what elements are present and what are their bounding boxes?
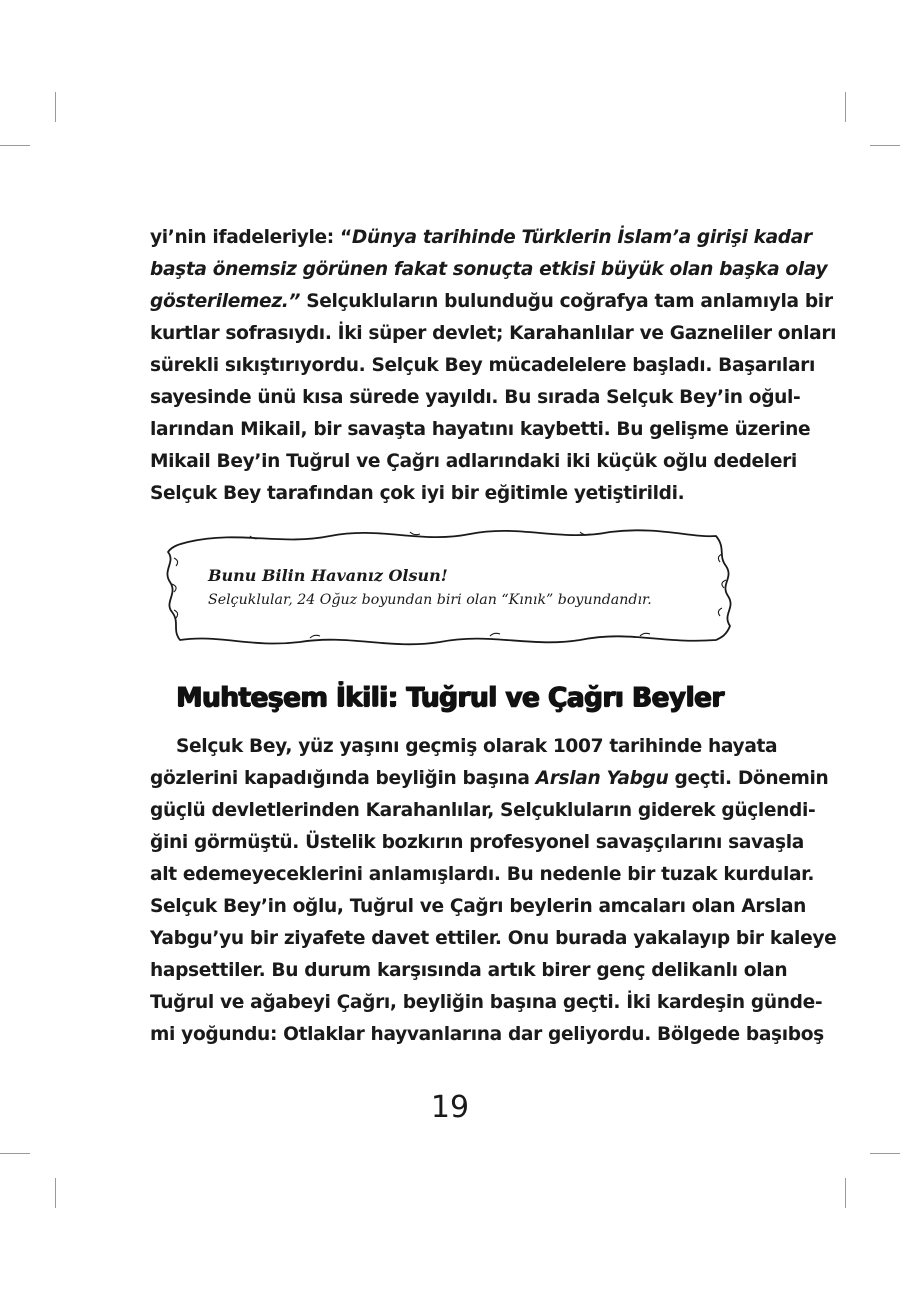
text-line (150, 318, 837, 350)
body-paragraph-top (150, 222, 837, 510)
text-run: Selçuk Bey, yüz yaşını geçmiş olarak 1007 tarihinde hayata (176, 736, 778, 757)
text-run: geçti. Dönemin (668, 768, 829, 789)
callout-title: Bunu Bilin Havanız Olsun! (208, 566, 448, 585)
text-run: gözlerini kapadığında beyliğin başına (150, 768, 536, 789)
crop-mark-bottom-right-vertical (845, 1178, 846, 1208)
callout-text: Selçuklular, 24 Oğuz boyundan biri olan “Kınık” boyundandır. (208, 592, 652, 608)
crop-mark-bottom-right-horizontal (870, 1153, 900, 1154)
text-line (150, 891, 807, 923)
text-run: ğini görmüştü. Üstelik bozkırın profesyonel savaşçılarını savaşla (150, 832, 804, 853)
text-line (150, 987, 823, 1019)
italic-text: Arslan Yabgu (535, 768, 669, 789)
text-line (150, 382, 801, 414)
text-run: Selçuk Bey tarafından çok iyi bir eğitimle yetiştirildi. (150, 483, 685, 504)
text-run: Tuğrul ve ağabeyi Çağrı, beyliğin başına geçti. İki kardeşin günde- (150, 992, 823, 1013)
body-paragraph-bottom (150, 731, 837, 1051)
text-line (150, 1019, 824, 1051)
text-run: kurtlar sofrasıydı. İki süper devlet; Karahanlılar ve Gazneliler onları (150, 323, 837, 344)
text-line (150, 859, 815, 891)
italic-text: Dünya tarihinde Türklerin İslam’a girişi kadar (351, 227, 812, 248)
italic-text: gösterilemez.” (150, 291, 301, 312)
text-run: güçlü devletlerinden Karahanlılar, Selçukluların giderek güçlendi- (150, 800, 816, 821)
text-run: yi’nin ifadeleriyle: “ (150, 227, 352, 248)
crop-mark-top-right-vertical (845, 92, 846, 122)
text-line (150, 350, 816, 382)
text-run: Selçukluların bulunduğu coğrafya tam anlamıyla bir (300, 291, 833, 312)
text-line (150, 414, 811, 446)
page-number: 19 (430, 1090, 470, 1125)
crop-mark-bottom-left-horizontal (0, 1153, 30, 1154)
text-line (150, 795, 816, 827)
text-line (150, 923, 837, 955)
text-line (150, 222, 812, 254)
text-line (150, 827, 804, 859)
text-line (150, 731, 778, 763)
text-line (150, 286, 833, 318)
italic-text: başta önemsiz görünen fakat sonuçta etkisi büyük olan başka olay (150, 259, 828, 280)
text-run: Selçuk Bey’in oğlu, Tuğrul ve Çağrı beylerin amcaları olan Arslan (150, 896, 807, 917)
text-run: Mikail Bey’in Tuğrul ve Çağrı adlarındaki iki küçük oğlu dedeleri (150, 451, 797, 472)
callout-box (160, 522, 740, 650)
crop-mark-top-left-horizontal (0, 145, 30, 146)
text-run: alt edemeyeceklerini anlamışlardı. Bu nedenle bir tuzak kurdular. (150, 864, 815, 885)
text-line (150, 478, 750, 510)
crop-mark-bottom-left-vertical (55, 1178, 56, 1208)
text-run: hapsettiler. Bu durum karşısında artık birer genç delikanlı olan (150, 960, 788, 981)
text-run: sürekli sıkıştırıyordu. Selçuk Bey mücadelelere başladı. Başarıları (150, 355, 816, 376)
text-line (150, 763, 829, 795)
text-line (150, 254, 828, 286)
text-line (150, 446, 797, 478)
crop-mark-top-left-vertical (55, 92, 56, 122)
section-heading: Muhteşem İkili: Tuğrul ve Çağrı Beyler (176, 682, 724, 713)
text-run: Yabgu’yu bir ziyafete davet ettiler. Onu burada yakalayıp bir kaleye (150, 928, 837, 949)
text-run: larından Mikail, bir savaşta hayatını kaybetti. Bu gelişme üzerine (150, 419, 811, 440)
crop-mark-top-right-horizontal (870, 145, 900, 146)
text-run: sayesinde ünü kısa sürede yayıldı. Bu sırada Selçuk Bey’in oğul- (150, 387, 801, 408)
text-run: mi yoğundu: Otlaklar hayvanlarına dar geliyordu. Bölgede başıboş (150, 1024, 824, 1045)
cloud-border-icon (160, 522, 740, 650)
text-line (150, 955, 788, 987)
